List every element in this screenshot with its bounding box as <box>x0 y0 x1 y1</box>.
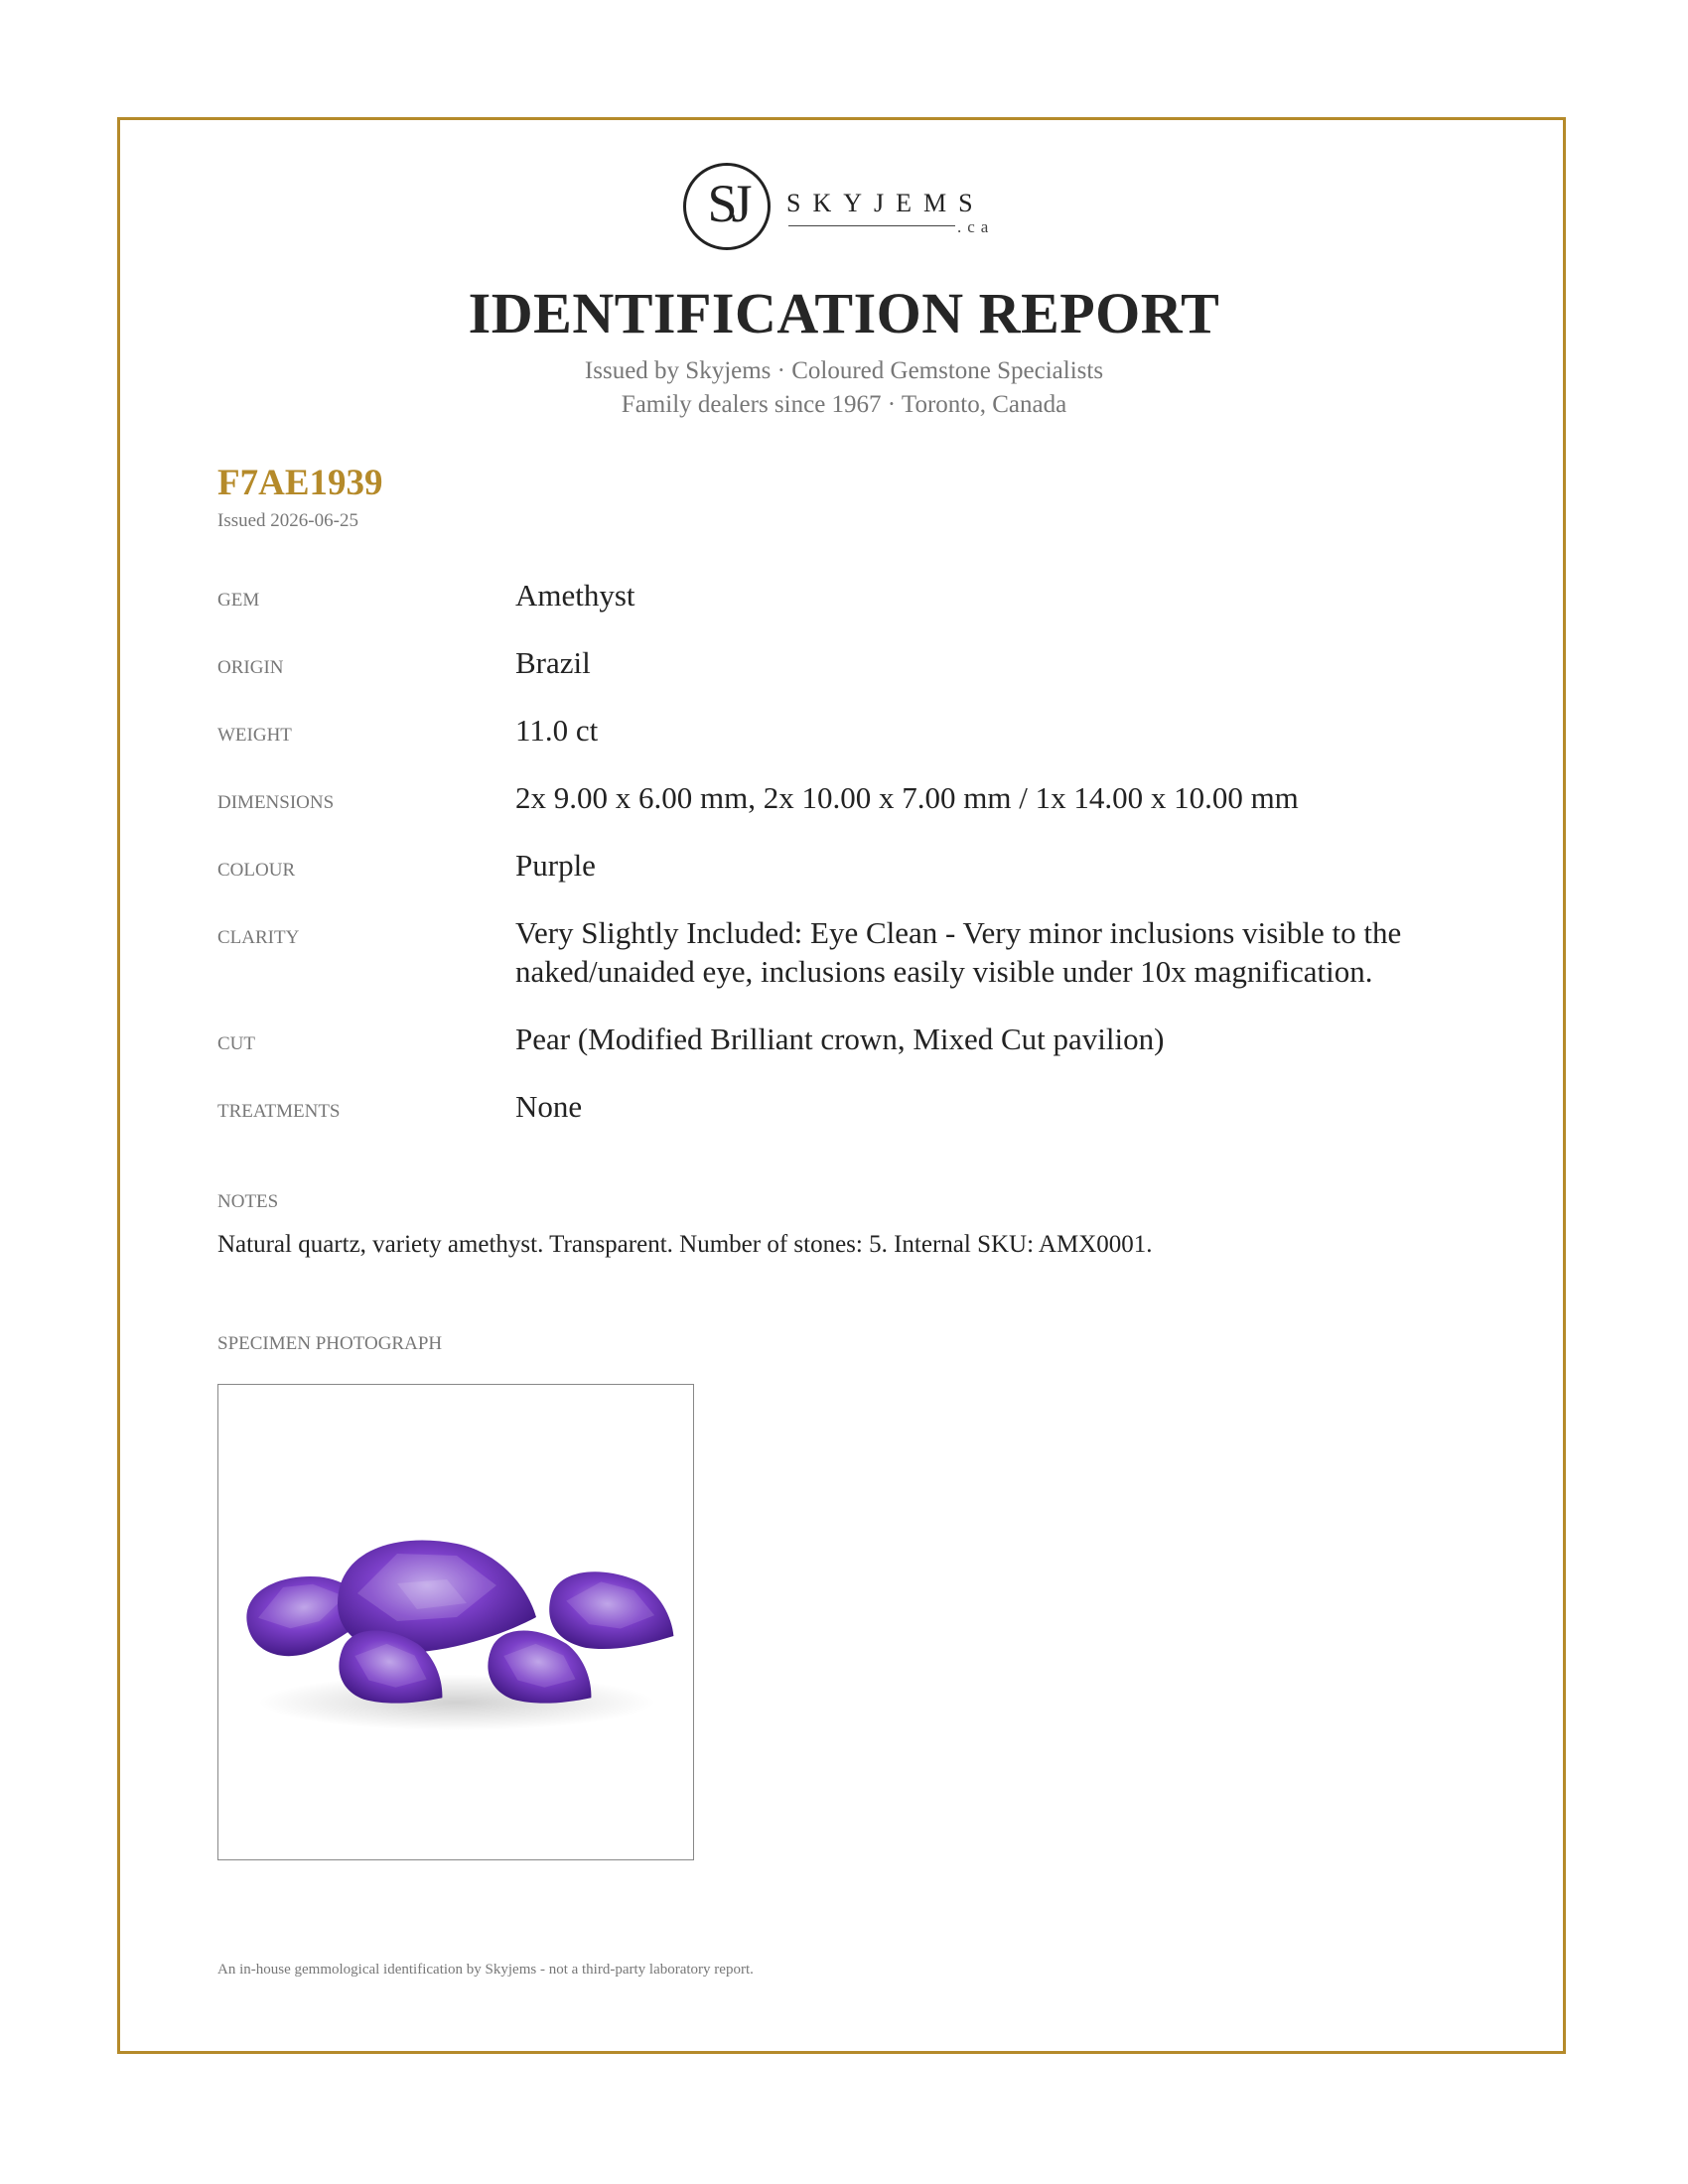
field-label: ORIGIN <box>217 657 284 678</box>
field-value: None <box>515 1089 583 1124</box>
field-label: COLOUR <box>217 860 296 881</box>
field-label: DIMENSIONS <box>217 792 335 813</box>
family-line: Family dealers since 1967 · Toronto, Canada <box>621 391 1067 418</box>
logo-suffix: .ca <box>957 217 995 236</box>
logo-monogram: SJ <box>707 174 747 233</box>
notes-text: Natural quartz, variety amethyst. Transparent. Number of stones: 5. Internal SKU: AMX0001. <box>217 1231 1153 1258</box>
field-value: Amethyst <box>515 578 635 613</box>
report-title: IDENTIFICATION REPORT <box>468 281 1220 345</box>
field-value: Purple <box>515 848 596 883</box>
logo-rule <box>788 225 955 226</box>
report-id: F7AE1939 <box>217 463 383 503</box>
field-value: 11.0 ct <box>515 713 599 748</box>
skyjems-logo <box>683 163 1011 262</box>
field-label: WEIGHT <box>217 725 292 746</box>
field-value: Very Slightly Included: Eye Clean - Very minor inclusions visible to the naked/unaided eye, inclusions easily visible under 10x magnification. <box>515 915 1402 989</box>
field-label: GEM <box>217 590 260 611</box>
field-value: Brazil <box>515 645 591 680</box>
field-label: CUT <box>217 1033 255 1054</box>
issued-date: Issued 2026-06-25 <box>217 510 358 531</box>
specimen-photo <box>217 1384 694 1860</box>
logo-brand-name: SKYJEMS <box>786 189 985 217</box>
photo-label: SPECIMEN PHOTOGRAPH <box>217 1333 443 1354</box>
field-label: TREATMENTS <box>217 1101 341 1122</box>
amethyst-stones-illustration <box>218 1385 694 1860</box>
field-label: CLARITY <box>217 927 300 948</box>
notes-label: NOTES <box>217 1191 279 1212</box>
field-value: Pear (Modified Brilliant crown, Mixed Cut pavilion) <box>515 1022 1165 1056</box>
field-value: 2x 9.00 x 6.00 mm, 2x 10.00 x 7.00 mm / 1x 14.00 x 10.00 mm <box>515 780 1299 815</box>
issuer-line: Issued by Skyjems · Coloured Gemstone Specialists <box>584 357 1104 384</box>
footer-disclaimer: An in-house gemmological identification by Skyjems - not a third-party laboratory report. <box>217 1962 754 1978</box>
